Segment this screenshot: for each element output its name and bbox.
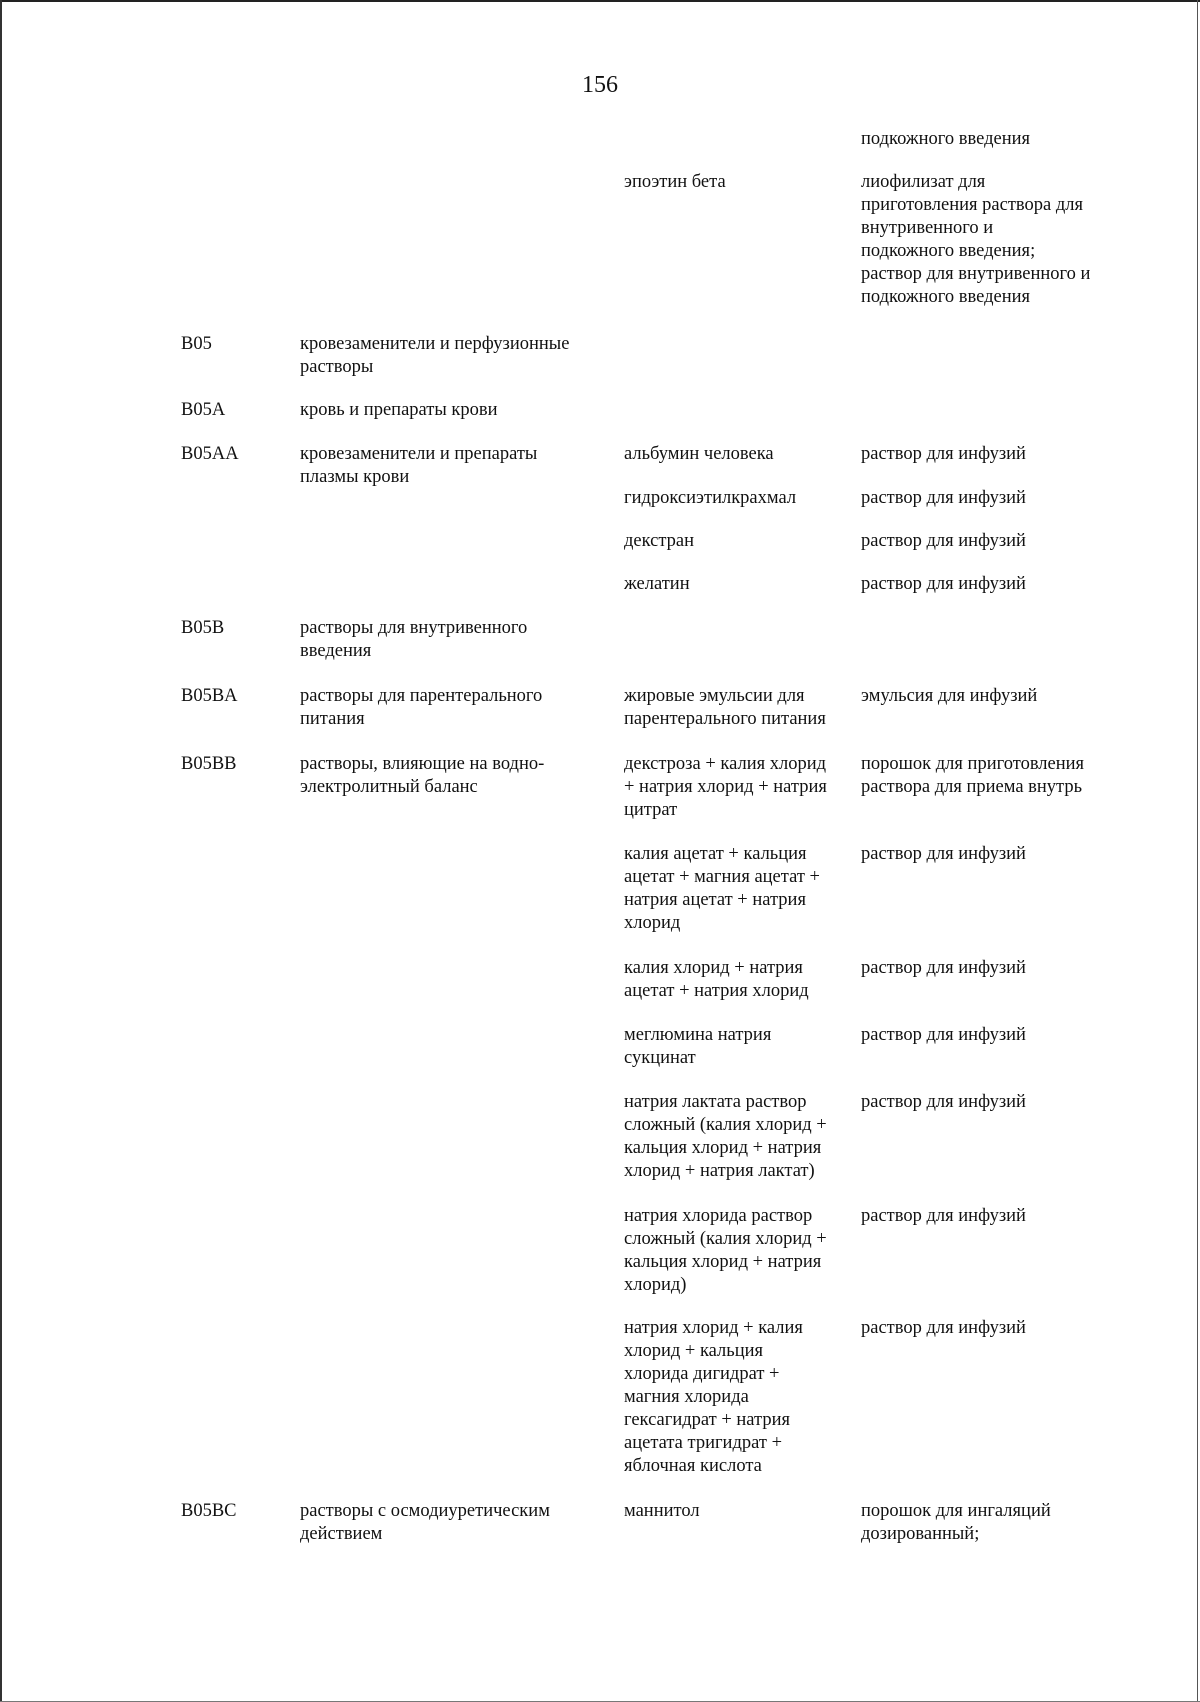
table-cell-substance: декстран bbox=[624, 531, 695, 551]
page-number: 156 bbox=[582, 72, 618, 98]
table-cell-form: подкожного введения bbox=[861, 129, 1031, 149]
table-cell-code: B05B bbox=[181, 618, 225, 638]
table-cell-substance: натрия хлорида раствор сложный (калия хлорид + кальция хлорид + натрия хлорид) bbox=[624, 1206, 827, 1295]
table-cell-form: раствор для инфузий bbox=[861, 958, 1026, 978]
table-cell-name: кровезаменители и препараты плазмы крови bbox=[300, 444, 538, 487]
table-cell-name: кровь и препараты крови bbox=[300, 400, 498, 420]
table-cell-name: растворы, влияющие на водно- электролитный баланс bbox=[300, 754, 545, 797]
table-cell-substance: калия ацетат + кальция ацетат + магния ацетат + натрия ацетат + натрия хлорид bbox=[624, 844, 820, 933]
table-cell-form: лиофилизат для приготовления раствора для внутривенного и подкожного введения; раствор для внутривенного и подкожного введения bbox=[861, 172, 1091, 307]
table-cell-form: раствор для инфузий bbox=[861, 488, 1026, 508]
table-cell-name: растворы для внутривенного введения bbox=[300, 618, 528, 661]
table-cell-substance: гидроксиэтилкрахмал bbox=[624, 488, 797, 508]
table-cell-form: раствор для инфузий bbox=[861, 1025, 1026, 1045]
table-cell-form: раствор для инфузий bbox=[861, 574, 1026, 594]
scan-border-top bbox=[0, 0, 1200, 2]
table-cell-substance: декстроза + калия хлорид + натрия хлорид + натрия цитрат bbox=[624, 754, 827, 820]
table-cell-form: порошок для ингаляций дозированный; bbox=[861, 1501, 1051, 1544]
table-cell-form: раствор для инфузий bbox=[861, 844, 1026, 864]
scan-border-left bbox=[0, 0, 2, 1702]
table-cell-substance: калия хлорид + натрия ацетат + натрия хлорид bbox=[624, 958, 809, 1001]
table-cell-substance: жировые эмульсии для парентерального питания bbox=[624, 686, 826, 729]
scan-border-right bbox=[1197, 0, 1198, 1702]
table-cell-form: эмульсия для инфузий bbox=[861, 686, 1038, 706]
table-cell-substance: натрия хлорид + калия хлорид + кальция хлорида дигидрат + магния хлорида гексагидрат + натрия ацетата тригидрат + яблочная кислота bbox=[624, 1318, 803, 1476]
table-cell-substance: эпоэтин бета bbox=[624, 172, 726, 192]
table-cell-name: кровезаменители и перфузионные растворы bbox=[300, 334, 570, 377]
table-cell-code: B05A bbox=[181, 400, 226, 420]
table-cell-substance: маннитол bbox=[624, 1501, 700, 1521]
table-cell-form: порошок для приготовления раствора для приема внутрь bbox=[861, 754, 1085, 797]
table-cell-form: раствор для инфузий bbox=[861, 531, 1026, 551]
table-cell-form: раствор для инфузий bbox=[861, 1318, 1026, 1338]
table-cell-name: растворы для парентерального питания bbox=[300, 686, 543, 729]
table-cell-form: раствор для инфузий bbox=[861, 444, 1026, 464]
table-cell-form: раствор для инфузий bbox=[861, 1206, 1026, 1226]
table-cell-form: раствор для инфузий bbox=[861, 1092, 1026, 1112]
table-cell-code: B05BC bbox=[181, 1501, 237, 1521]
table-cell-substance: желатин bbox=[624, 574, 690, 594]
table-cell-substance: натрия лактата раствор сложный (калия хлорид + кальция хлорид + натрия хлорид + натрия лактат) bbox=[624, 1092, 827, 1181]
table-cell-code: B05 bbox=[181, 334, 212, 354]
table-cell-substance: альбумин человека bbox=[624, 444, 774, 464]
table-cell-code: B05AA bbox=[181, 444, 239, 464]
table-cell-name: растворы с осмодиуретическим действием bbox=[300, 1501, 550, 1544]
table-cell-code: B05BB bbox=[181, 754, 237, 774]
table-cell-code: B05BA bbox=[181, 686, 238, 706]
table-cell-substance: меглюмина натрия сукцинат bbox=[624, 1025, 772, 1068]
